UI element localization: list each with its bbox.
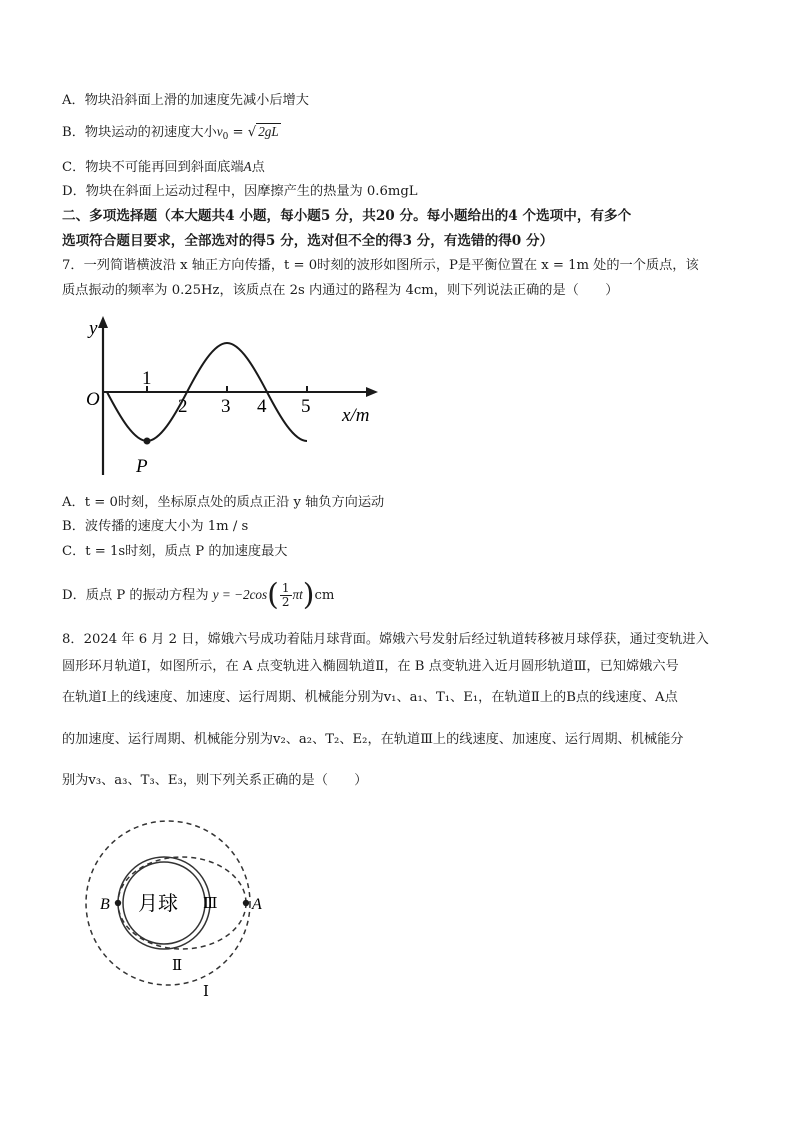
- left-paren: (: [267, 577, 279, 613]
- q6-option-c-text: C．物块不可能再回到斜面底端: [62, 160, 244, 175]
- point-p-label: P: [136, 456, 148, 477]
- q6-option-b-var: v: [216, 124, 223, 139]
- x-tick-label-2: 2: [178, 396, 188, 417]
- q7-option-d: [62, 578, 754, 613]
- q8-stem-line2: 圆形环月轨道Ⅰ，如图所示，在 A 点变轨进入椭圆轨道Ⅱ，在 B 点变轨进入近月圆形轨道Ⅲ，已知嫦娥六号: [62, 659, 679, 674]
- origin-label: O: [86, 389, 100, 410]
- section-heading-line2: 选项符合题目要求，全部选对的得5 分，选对但不全的得3 分，有选错的得0 分）: [62, 233, 554, 249]
- y-axis-label: y: [89, 318, 98, 339]
- right-paren: ): [302, 577, 315, 613]
- q6-option-a: A．物块沿斜面上滑的加速度先减小后增大: [62, 93, 309, 108]
- orbit-2-label: Ⅱ: [172, 958, 183, 974]
- q6-option-d: D．物块在斜面上运动过程中，因摩擦产生的热量为 0.6mgL: [62, 184, 418, 199]
- q7-option-d-text: D．质点 P 的振动方程为: [62, 588, 209, 603]
- q8-stem-line1: 8．2024 年 6 月 2 日，嫦娥六号成功着陆月球背面。嫦娥六号发射后经过轨道转移被月球俘获，通过变轨进入: [62, 632, 709, 647]
- fraction-numerator: 1: [281, 581, 290, 595]
- point-b-label: B: [100, 896, 110, 913]
- q7-option-c: C．t = 1s时刻，质点 P 的加速度最大: [62, 544, 288, 559]
- x-axis-arrow: [366, 387, 378, 397]
- q6-option-c: [62, 158, 754, 177]
- x-tick-label-1: 1: [142, 368, 152, 389]
- section-heading-line1: 二、多项选择题（本大题共4 小题，每小题5 分，共20 分。每小题给出的4 个选项中，有多个: [62, 208, 632, 224]
- fraction-denominator: 2: [281, 595, 290, 609]
- q6-option-b-sub: 0: [222, 132, 229, 142]
- q7-stem-line2: 质点振动的频率为 0.25Hz，该质点在 2s 内通过的路程为 4cm，则下列说法正确的是（ ）: [62, 283, 619, 298]
- q7-option-a: A．t = 0时刻，坐标原点处的质点正沿 y 轴负方向运动: [62, 495, 385, 510]
- point-a-label: A: [252, 896, 262, 913]
- x-axis-unit-label: x/m: [342, 405, 370, 426]
- q8-stem-line5: 别为v₃、a₃、T₃、E₃，则下列关系正确的是（ ）: [62, 773, 368, 788]
- q6-option-b-eq: =: [228, 125, 248, 140]
- x-tick-label-3: 3: [221, 396, 231, 417]
- q7-stem-line1: 7．一列简谐横波沿 x 轴正方向传播，t = 0时刻的波形如图所示，P是平衡位置在 x = 1m 处的一个质点，该: [62, 258, 699, 273]
- y-axis-arrow: [98, 316, 108, 328]
- x-tick-label-4: 4: [257, 396, 267, 417]
- q7-option-d-unit: cm: [314, 588, 335, 603]
- moon-label: 月球: [138, 893, 178, 915]
- q7-option-d-eq: y = −2cos: [212, 587, 268, 602]
- fraction: [280, 582, 292, 609]
- q8-orbit-diagram: [80, 805, 280, 1010]
- point-p-dot: [144, 438, 151, 445]
- point-b-dot: [115, 900, 121, 906]
- point-a-dot: [243, 900, 249, 906]
- q6-option-b-text: B．物块运动的初速度大小: [62, 125, 217, 140]
- q6-option-b-root: 2gL: [258, 124, 279, 139]
- q6-option-c-suffix: 点: [251, 160, 265, 175]
- q6-option-b: [62, 123, 754, 146]
- q7-wave-graph: [80, 310, 400, 485]
- q7-option-b: B．波传播的速度大小为 1m / s: [62, 519, 249, 534]
- q7-option-d-pit: πt: [292, 587, 303, 602]
- q8-stem-line4: 的加速度、运行周期、机械能分别为v₂、a₂、T₂、E₂，在轨道Ⅲ上的线速度、加速度、运行周期、机械能分: [62, 732, 684, 747]
- sqrt-sign: √: [247, 125, 257, 140]
- q8-stem-line3: 在轨道Ⅰ上的线速度、加速度、运行周期、机械能分别为v₁、a₁、T₁、E₁，在轨道Ⅱ上的B点的线速度、A点: [62, 690, 678, 705]
- q6-option-c-point: A: [243, 159, 252, 174]
- x-tick-label-5: 5: [301, 396, 311, 417]
- orbit-3-label: Ⅲ: [203, 896, 218, 912]
- orbit-1-label: Ⅰ: [203, 984, 209, 1000]
